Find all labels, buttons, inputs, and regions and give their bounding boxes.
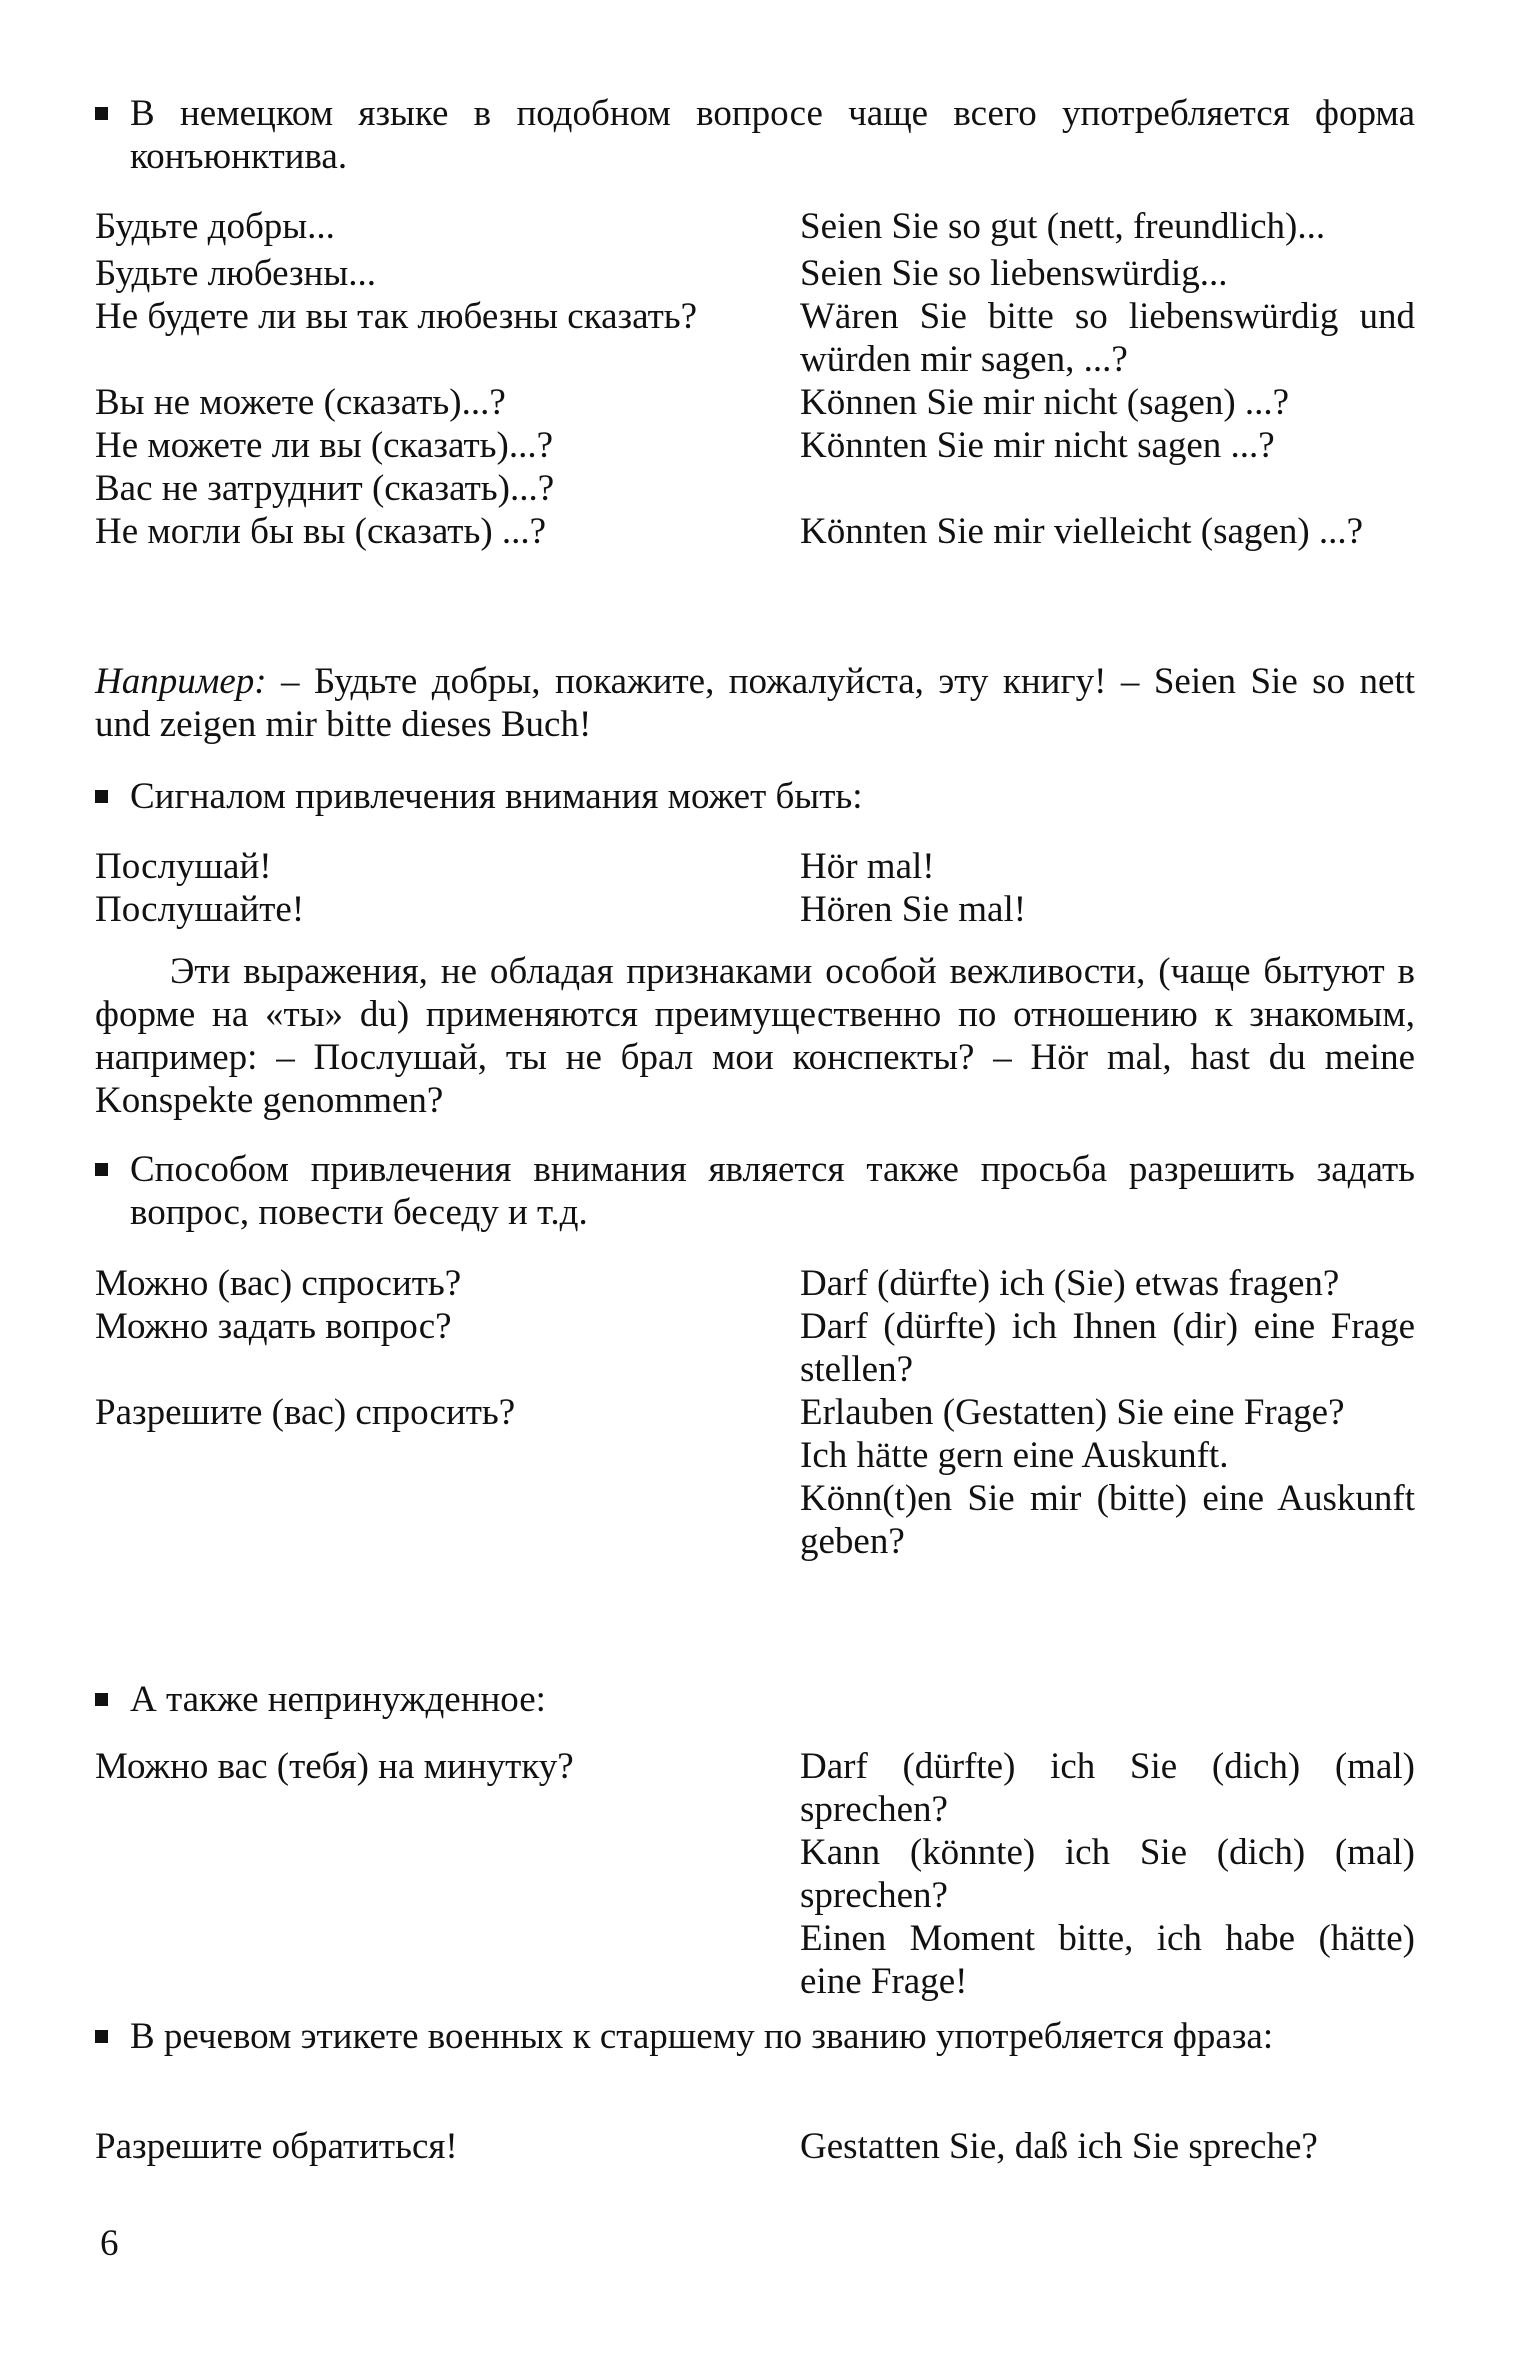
phrase-row xyxy=(95,1305,1415,1391)
german-phrase: Erlauben (Gestatten) Sie eine Frage? xyxy=(800,1392,1345,1433)
bullet-square-icon xyxy=(95,790,108,803)
german-phrase: Wären Sie bitte so liebenswürdig und würden mir sagen, ...? xyxy=(800,296,1415,380)
russian-phrase: Не будете ли вы так любезны сказать? xyxy=(95,296,698,337)
section-attention-signal xyxy=(95,775,1415,818)
phrase-row xyxy=(95,1831,1415,1917)
german-phrase: Darf (dürfte) ich (Sie) etwas fragen? xyxy=(800,1263,1340,1304)
phrase-table-attention xyxy=(95,845,1415,931)
bullet-square-icon xyxy=(95,2030,108,2043)
phrase-row xyxy=(95,205,1415,248)
german-phrase: Darf (dürfte) ich Ihnen (dir) eine Frage stellen? xyxy=(800,1306,1415,1390)
russian-phrase: Разрешите обратиться! xyxy=(95,2126,458,2167)
german-phrase: Einen Moment bitte, ich habe (hätte) eine Frage! xyxy=(800,1918,1415,2002)
bullet-paragraph: В речевом этикете военных к старшему по званию употребляется фраза: xyxy=(95,2015,1415,2058)
phrase-row xyxy=(95,252,1415,295)
phrase-row xyxy=(95,381,1415,424)
phrase-table-informal xyxy=(95,1745,1415,2003)
german-phrase: Seien Sie so liebenswürdig... xyxy=(800,253,1228,294)
section-konjunktiv xyxy=(95,92,1415,178)
german-phrase: Gestatten Sie, daß ich Sie spreche? xyxy=(800,2126,1318,2167)
russian-phrase: Не могли бы вы (сказать) ...? xyxy=(95,511,547,552)
german-phrase: Seien Sie so gut (nett, freundlich)... xyxy=(800,206,1326,247)
german-phrase: Darf (dürfte) ich Sie (dich) (mal) sprechen? xyxy=(800,1746,1415,1830)
russian-phrase: Будьте любезны... xyxy=(95,253,376,294)
phrase-row xyxy=(95,295,1415,381)
bullet-square-icon xyxy=(95,1693,108,1706)
phrase-row xyxy=(95,1262,1415,1305)
russian-phrase: Послушай! xyxy=(95,846,272,887)
russian-phrase: Можно задать вопрос? xyxy=(95,1306,452,1347)
example-label: Например: xyxy=(95,661,267,702)
russian-phrase: Разрешите (вас) спросить? xyxy=(95,1392,516,1433)
bullet-paragraph: Сигналом привлечения внимания может быть: xyxy=(95,775,1415,818)
german-phrase: Ich hätte gern eine Auskunft. xyxy=(800,1435,1229,1476)
russian-phrase: Не можете ли вы (сказать)...? xyxy=(95,425,554,466)
section-permission-request xyxy=(95,1148,1415,1234)
russian-phrase: Можно вас (тебя) на минутку? xyxy=(95,1746,574,1787)
bullet-paragraph: А также непринужденное: xyxy=(95,1678,1415,1721)
phrase-table-military xyxy=(95,2125,1415,2168)
section-informal xyxy=(95,1678,1415,1721)
phrase-row xyxy=(95,1477,1415,1563)
bullet-square-icon xyxy=(95,1163,108,1176)
german-phrase: Kann (könnte) ich Sie (dich) (mal) sprechen? xyxy=(800,1832,1415,1916)
example-text: – Будьте добры, покажите, пожалуйста, эту книгу! – Seien Sie so nett und zeigen mir bitte dieses Buch! xyxy=(95,661,1415,745)
bullet-paragraph: В немецком языке в подобном вопросе чаще всего употребляется форма конъюнктива. xyxy=(95,92,1415,178)
phrase-row xyxy=(95,845,1415,888)
german-phrase: Hören Sie mal! xyxy=(800,889,1027,930)
german-phrase: Könnten Sie mir nicht sagen ...? xyxy=(800,425,1275,466)
russian-phrase: Послушайте! xyxy=(95,889,305,930)
phrase-row xyxy=(95,1391,1415,1434)
phrase-row xyxy=(95,510,1415,553)
phrase-row xyxy=(95,888,1415,931)
phrase-row xyxy=(95,2125,1415,2168)
russian-phrase: Вы не можете (сказать)...? xyxy=(95,382,506,423)
german-phrase: Könn(t)en Sie mir (bitte) eine Auskunft geben? xyxy=(800,1478,1415,1562)
explanation-paragraph: Эти выражения, не обладая признаками особой вежливости, (чаще бытуют в форме на «ты» du) применяются преимущественно по отношению к знакомым, например: – Послушай, ты не брал мои конспекты? – Hör mal, hast du meine Konspekte genommen? xyxy=(95,951,1415,1121)
russian-phrase: Можно (вас) спросить? xyxy=(95,1263,462,1304)
phrase-row xyxy=(95,1745,1415,1831)
phrase-row xyxy=(95,1917,1415,2003)
section-military xyxy=(95,2015,1415,2058)
german-phrase: Können Sie mir nicht (sagen) ...? xyxy=(800,382,1290,423)
bullet-square-icon xyxy=(95,107,108,120)
german-phrase: Hör mal! xyxy=(800,846,935,887)
phrase-row xyxy=(95,467,1415,510)
german-phrase: Könnten Sie mir vielleicht (sagen) ...? xyxy=(800,511,1364,552)
russian-phrase: Вас не затруднит (сказать)...? xyxy=(95,468,555,509)
phrase-table-polite xyxy=(95,205,1415,553)
bullet-paragraph: Способом привлечения внимания является также просьба разрешить задать вопрос, повести беседу и т.д. xyxy=(95,1148,1415,1234)
phrase-row xyxy=(95,1434,1415,1477)
phrase-table-permission xyxy=(95,1262,1415,1563)
phrase-row xyxy=(95,424,1415,467)
example-paragraph xyxy=(95,660,1415,746)
page-number: 6 xyxy=(100,2223,119,2264)
russian-phrase: Будьте добры... xyxy=(95,206,335,247)
